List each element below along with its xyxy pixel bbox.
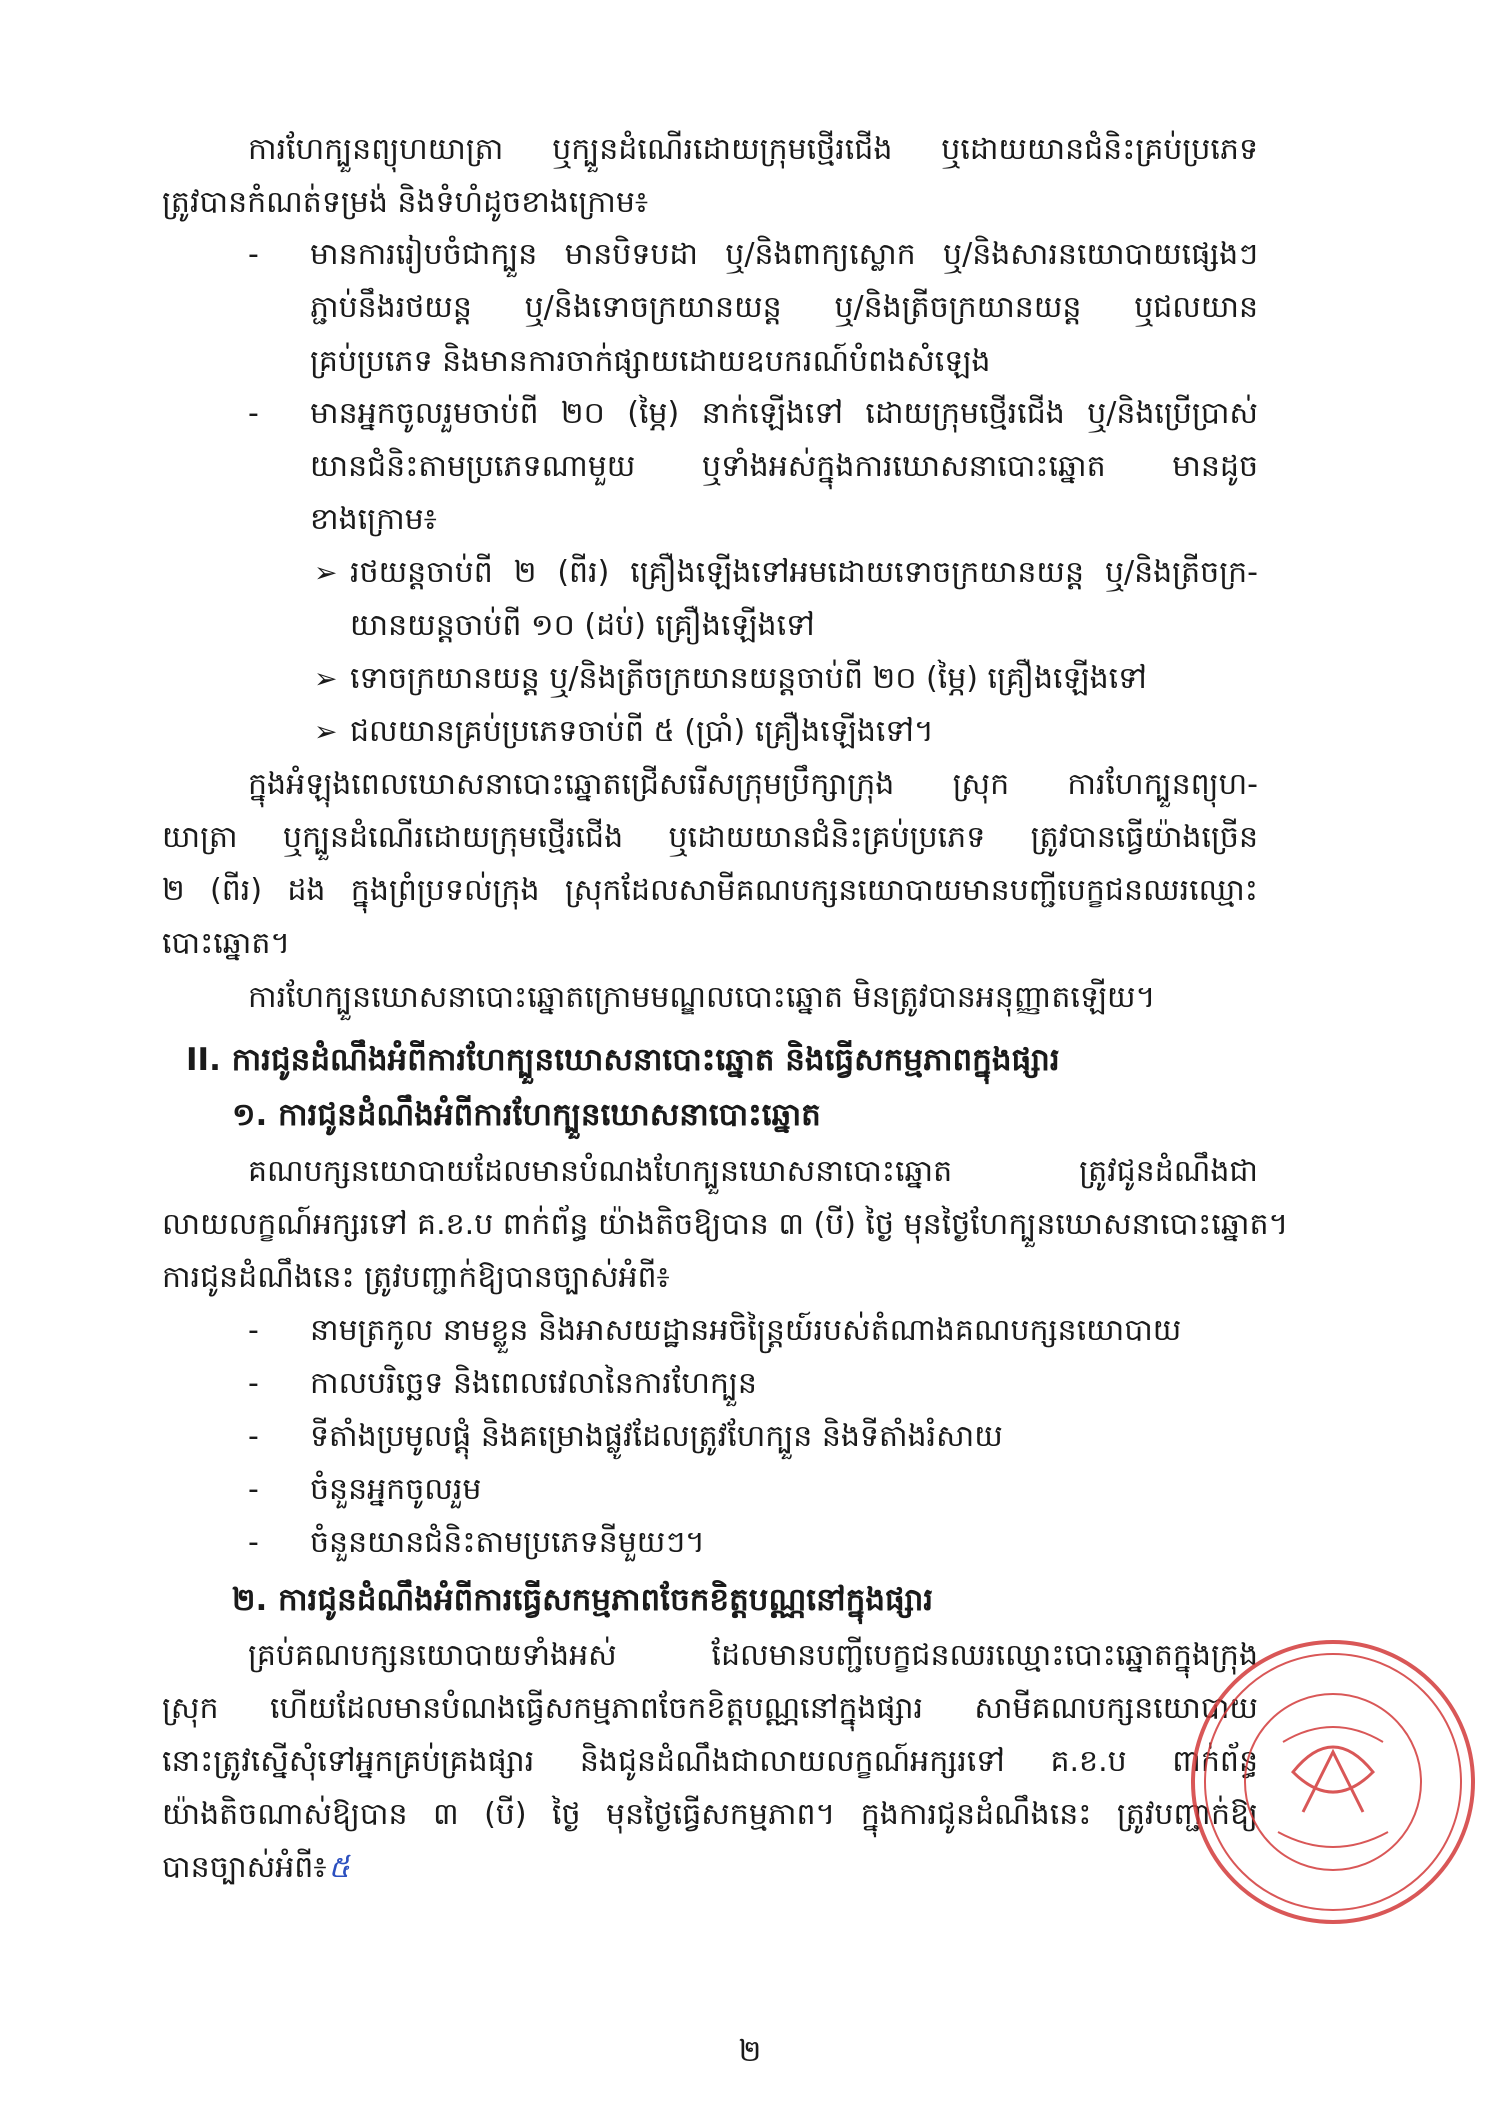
list-dash: - [248,237,259,272]
official-seal-icon [1183,1622,1483,1942]
body-line: ២ (ពីរ) ដង ក្នុងព្រំប្រទល់ក្រុង ស្រុកដែលសាមីគណបក្សនយោបាយមានបញ្ជីបេក្ខជនឈរឈ្មោះ [162,873,1258,908]
list-dash: - [248,1366,259,1401]
list-item-line: ទីតាំងប្រមូលផ្តុំ និងគម្រោងផ្លូវដែលត្រូវហែក្បួន និងទីតាំងរំសាយ [310,1419,1003,1454]
list-item-line: ខាងក្រោម៖ [310,502,437,537]
list-dash: - [248,1472,259,1507]
list-item-line: កាលបរិច្ឆេទ និងពេលវេលានៃការហែក្បួន [310,1366,757,1401]
list-dash: - [248,1419,259,1454]
subsection-heading: ១. ការជូនដំណឹងអំពីការហែក្បួនឃោសនាបោះឆ្នោត [232,1097,821,1133]
body-line: ការហែក្បួនព្យុហយាត្រា ឬក្បួនដំណើរដោយក្រុមថ្មើរជើង ឬដោយយានជំនិះគ្រប់ប្រភេទ [248,132,1258,167]
handwritten-initial-mark: ៥ [328,1850,350,1885]
list-item-line: យានយន្តចាប់ពី ១០ (ដប់) គ្រឿងឡើងទៅ [350,608,815,643]
body-line: ក្នុងអំឡុងពេលឃោសនាបោះឆ្នោតជ្រើសរើសក្រុមប្រឹក្សាក្រុង ស្រុក ការហែក្បួនព្យុហ- [248,767,1258,802]
body-line: យាត្រា ឬក្បួនដំណើរដោយក្រុមថ្មើរជើង ឬដោយយានជំនិះគ្រប់ប្រភេទ ត្រូវបានធ្វើយ៉ាងច្រើន [162,820,1258,855]
body-line: ការជូនដំណឹងនេះ ត្រូវបញ្ជាក់ឱ្យបានច្បាស់អំពី៖ [162,1260,670,1295]
list-item-line: ចំនួនយានជំនិះតាមប្រភេទនីមួយៗ។ [310,1525,705,1560]
list-item-line: មានអ្នកចូលរួមចាប់ពី ២០ (ម្ភៃ) នាក់ឡើងទៅ ដោយក្រុមថ្មើរជើង ឬ/និងប្រើប្រាស់ [310,396,1258,431]
body-line: គណបក្សនយោបាយដែលមានបំណងហែក្បួនឃោសនាបោះឆ្នោត ត្រូវជូនដំណឹងជា [248,1154,1258,1189]
list-item-line: រថយន្តចាប់ពី ២ (ពីរ) គ្រឿងឡើងទៅអមដោយទោចក្រយានយន្ត ឬ/និងត្រីចក្រ- [350,555,1258,590]
list-item-line: នាមត្រកូល នាមខ្លួន និងអាសយដ្ឋានអចិន្ត្រៃយ៍របស់តំណាងគណបក្សនយោបាយ [310,1313,1182,1348]
list-item-line: យានជំនិះតាមប្រភេទណាមួយ ឬទាំងអស់ក្នុងការឃោសនាបោះឆ្នោត មានដូច [310,449,1258,484]
arrow-bullet-icon: ➢ [314,662,338,695]
list-item-line: មានការរៀបចំជាក្បួន មានបិទបដា ឬ/និងពាក្យស្លោក ឬ/និងសារនយោបាយផ្សេងៗ [310,237,1258,272]
body-line: ស្រុក ហើយដែលមានបំណងធ្វើសកម្មភាពចែកខិត្តបណ្ណនៅក្នុងផ្សារ សាមីគណបក្សនយោបាយ [162,1691,1258,1726]
body-line: ការហែក្បួនឃោសនាបោះឆ្នោតក្រោមមណ្ឌលបោះឆ្នោត មិនត្រូវបានអនុញ្ញាតឡើយ។ [248,980,1156,1015]
page-number: ២ [738,2034,762,2069]
list-dash: - [248,1313,259,1348]
list-item-line: ចំនួនអ្នកចូលរួម [310,1472,482,1507]
list-item-line: គ្រប់ប្រភេទ និងមានការចាក់ផ្សាយដោយឧបករណ៍បំពងសំឡេង [310,344,991,379]
list-item-line: ទោចក្រយានយន្ត ឬ/និងត្រីចក្រយានយន្តចាប់ពី ២០ (ម្ភៃ) គ្រឿងឡើងទៅ [350,661,1147,696]
arrow-bullet-icon: ➢ [314,556,338,589]
arrow-bullet-icon: ➢ [314,715,338,748]
section-heading: II. ការជូនដំណឹងអំពីការហែក្បួនឃោសនាបោះឆ្នោត និងធ្វើសកម្មភាពក្នុងផ្សារ [186,1042,1060,1078]
list-item-line: ភ្ជាប់នឹងរថយន្ត ឬ/និងទោចក្រយានយន្ត ឬ/និងត្រីចក្រយានយន្ត ឬជលយាន [310,290,1258,325]
body-line: នោះត្រូវស្នើសុំទៅអ្នកគ្រប់គ្រងផ្សារ និងជូនដំណឹងជាលាយលក្ខណ៍អក្សរទៅ គ.ខ.ប ពាក់ព័ន្ធ [162,1744,1258,1779]
body-line: យ៉ាងតិចណាស់ឱ្យបាន ៣ (បី) ថ្ងៃ មុនថ្ងៃធ្វើសកម្មភាព។ ក្នុងការជូនដំណឹងនេះ ត្រូវបញ្ជាក់ឱ្យ [162,1797,1258,1832]
list-dash: - [248,1525,259,1560]
body-line: បានច្បាស់អំពី៖៥ [162,1850,350,1885]
body-line: គ្រប់គណបក្សនយោបាយទាំងអស់ ដែលមានបញ្ជីបេក្ខជនឈរឈ្មោះបោះឆ្នោតក្នុងក្រុង [248,1638,1258,1673]
body-line: បោះឆ្នោត។ [162,926,291,961]
list-item-line: ជលយានគ្រប់ប្រភេទចាប់ពី ៥ (ប្រាំ) គ្រឿងឡើងទៅ។ [350,714,934,749]
subsection-heading: ២. ការជូនដំណឹងអំពីការធ្វើសកម្មភាពចែកខិត្តបណ្ណនៅក្នុងផ្សារ [232,1582,934,1618]
list-dash: - [248,396,259,431]
body-line: លាយលក្ខណ៍អក្សរទៅ គ.ខ.ប ពាក់ព័ន្ធ យ៉ាងតិចឱ្យបាន ៣ (បី) ថ្ងៃ មុនថ្ងៃហែក្បួនឃោសនាបោះឆ្នោត។ [162,1207,1289,1242]
body-line: ត្រូវបានកំណត់ទម្រង់ និងទំហំដូចខាងក្រោម៖ [162,185,649,220]
